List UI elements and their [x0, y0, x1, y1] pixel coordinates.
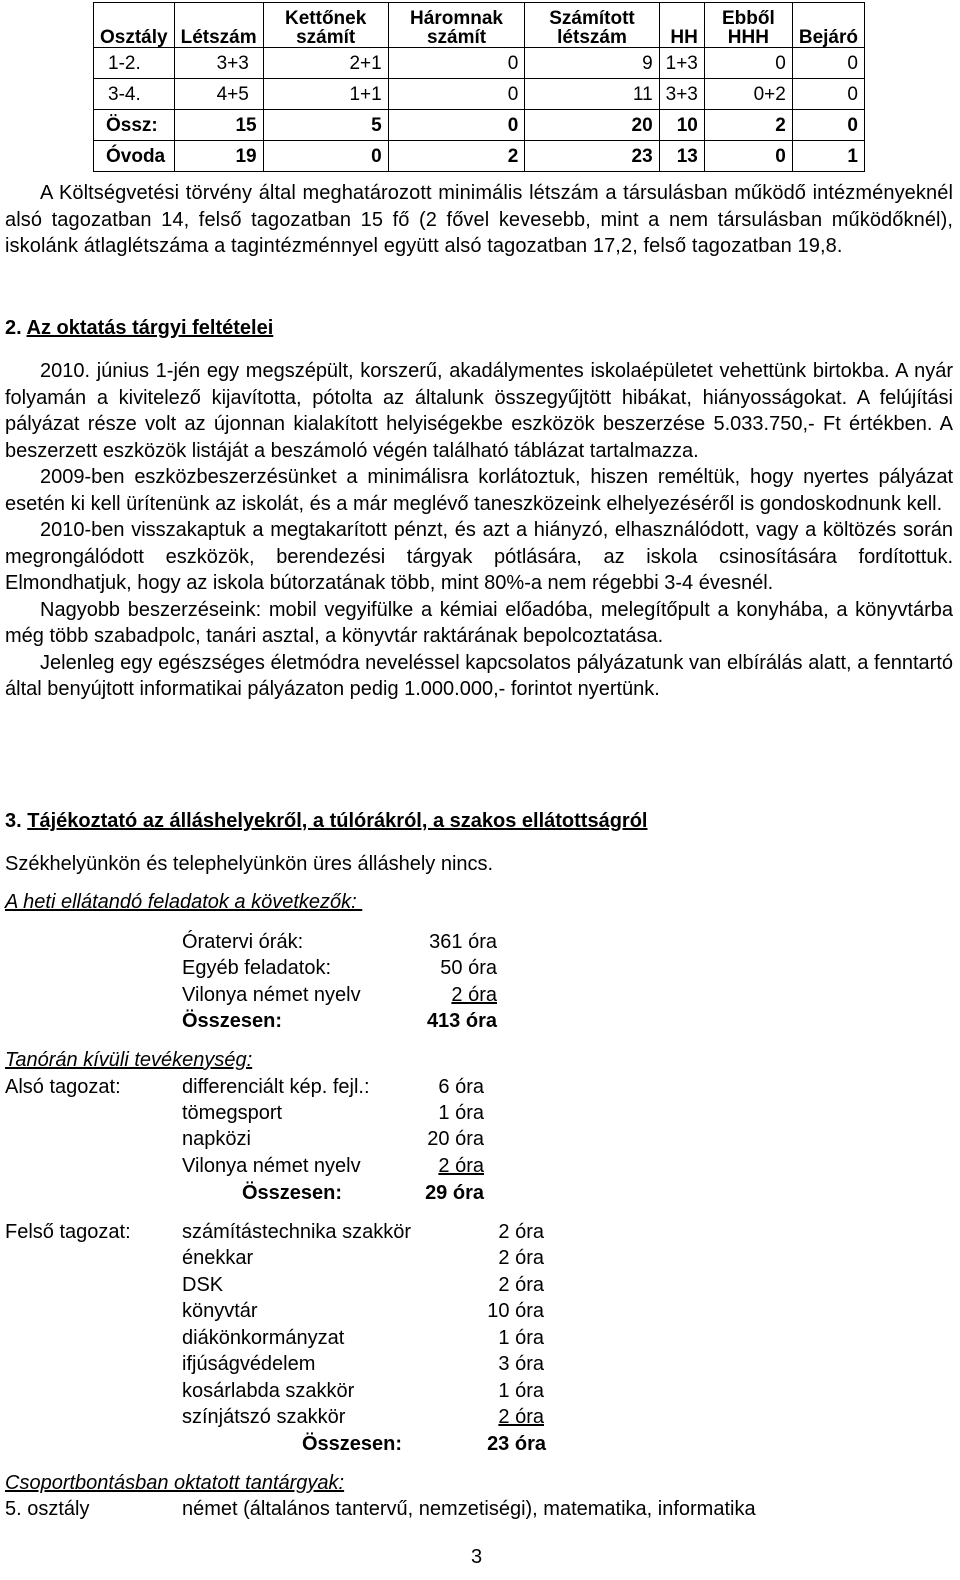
- col-header-hh: HH: [659, 3, 704, 48]
- table-cell: 0: [388, 110, 525, 141]
- section-3-heading: [5, 808, 647, 834]
- list-item: [0, 1404, 560, 1430]
- group-teaching-heading: Csoportbontásban oktatott tantárgyak:: [5, 1472, 345, 1494]
- table-cell: 10: [659, 110, 704, 141]
- col-header-osztaly: Osztály: [94, 3, 175, 48]
- table-cell: 13: [659, 141, 704, 172]
- list-item-total: [0, 1431, 560, 1457]
- section-2-heading: [5, 315, 273, 341]
- list-item-total: [0, 1180, 520, 1206]
- col-header-letszam: Létszám: [174, 3, 263, 48]
- list-item: [0, 1219, 560, 1245]
- list-item: [0, 1378, 560, 1404]
- table-cell: 2: [704, 110, 792, 141]
- table-cell: 0: [792, 110, 864, 141]
- table-cell: 3+3: [659, 79, 704, 110]
- enrollment-table: [93, 2, 865, 172]
- list-item: [0, 1100, 520, 1126]
- item-value: 23 óra: [487, 1433, 546, 1455]
- item-value: 3 óra: [498, 1353, 544, 1375]
- list-item: [0, 955, 520, 981]
- table-row: [94, 79, 865, 110]
- item-label: Vilonya német nyelv: [182, 1155, 361, 1177]
- table-cell: 4+5: [174, 79, 263, 110]
- paragraph: 2010. június 1-jén egy megszépült, korszerű, akadálymentes iskolaépületet vehettünk birtokba. A nyár folyamán a kivitelező kijavította, pótolta az általunk összegyűjtött hibákat, hiányosságokat. A felújítási pályázat része volt az újonnan kialakított helyiségekbe eszközök beszerzése 5.033.750,- Ft értékben. A beszerzett eszközök listáját a beszámoló végén található táblázat tartalmazza.: [5, 360, 953, 462]
- list-item: [0, 1245, 560, 1271]
- page-number: 3: [471, 1546, 483, 1568]
- item-value: 6 óra: [438, 1076, 484, 1098]
- list-item: [0, 1351, 560, 1377]
- list-item: [0, 1153, 520, 1179]
- paragraph: 2009-ben eszközbeszerzésünket a minimálisra korlátoztuk, hiszen reméltük, hogy nyertes pályázat esetén ki kell ürítenünk az iskolát, és a már meglévő taneszközeink elhelyezéséről is gondoskodnunk kell.: [5, 466, 953, 515]
- table-cell: 0: [792, 79, 864, 110]
- table-cell: Össz:: [94, 110, 175, 141]
- list-item: [0, 1325, 560, 1351]
- table-cell: 1+1: [263, 79, 388, 110]
- table-cell: 9: [525, 48, 659, 79]
- table-cell: 1: [792, 141, 864, 172]
- list-item-total: [0, 1008, 520, 1034]
- lower-grade-label: Alsó tagozat:: [5, 1076, 121, 1098]
- weekly-heading: A heti ellátandó feladatok a következők:: [5, 891, 363, 913]
- table-cell: Óvoda: [94, 141, 175, 172]
- table-cell: 11: [525, 79, 659, 110]
- list-item: [0, 1272, 560, 1298]
- table-cell: 1-2.: [94, 48, 175, 79]
- table-header-row: [94, 3, 865, 48]
- item-value: 2 óra: [498, 1221, 544, 1243]
- item-label: Összesen:: [242, 1182, 343, 1204]
- table-cell: 19: [174, 141, 263, 172]
- item-value: 20 óra: [427, 1128, 484, 1150]
- item-label: énekkar: [182, 1247, 254, 1269]
- table-cell: 3-4.: [94, 79, 175, 110]
- item-label: Összesen:: [302, 1433, 403, 1455]
- group-class-label: 5. osztály: [5, 1498, 90, 1520]
- item-label: kosárlabda szakkör: [182, 1380, 355, 1402]
- table-cell: 1+3: [659, 48, 704, 79]
- section-3-title: Tájékoztató az álláshelyekről, a túlórákról, a szakos ellátottságról: [27, 810, 648, 832]
- item-label: Egyéb feladatok:: [182, 957, 331, 979]
- section-2-title: Az oktatás tárgyi feltételei: [26, 317, 274, 339]
- table-cell: 0: [263, 141, 388, 172]
- item-value: 29 óra: [425, 1182, 484, 1204]
- table-cell: 2: [388, 141, 525, 172]
- list-item: [0, 929, 520, 955]
- col-header-haromnak: Háromnak számít: [388, 3, 525, 48]
- item-value: 413 óra: [426, 1010, 497, 1032]
- item-label: Vilonya német nyelv: [182, 984, 361, 1006]
- table-cell: 2+1: [263, 48, 388, 79]
- list-item: [0, 982, 520, 1008]
- table-cell: 5: [263, 110, 388, 141]
- item-value: 361 óra: [429, 931, 497, 953]
- upper-grade-label: Felső tagozat:: [5, 1221, 131, 1243]
- item-value: 1 óra: [498, 1327, 544, 1349]
- item-value: 1 óra: [438, 1102, 484, 1124]
- table-cell: 0: [388, 79, 525, 110]
- list-item: [0, 1126, 520, 1152]
- item-value: 2 óra: [498, 1274, 544, 1296]
- list-item: [0, 1074, 520, 1100]
- table-row-kindergarten: [94, 141, 865, 172]
- paragraph: 2010-ben visszakaptuk a megtakarított pénzt, és azt a hiányzó, elhasználódott, vagy a költözés során megrongálódott eszközök, berendezési tárgyak pótlására, az iskola csinosítására fordítottuk. Elmondhatjuk, hogy az iskola bútorzatának több, mint 80%-a nem régebbi 3-4 évesnél.: [5, 519, 953, 594]
- item-value: 2 óra: [451, 984, 497, 1006]
- item-value: 1 óra: [498, 1380, 544, 1402]
- item-label: Összesen:: [182, 1010, 283, 1032]
- table-cell: 0: [704, 48, 792, 79]
- item-label: színjátszó szakkör: [182, 1406, 346, 1428]
- table-cell: 0: [388, 48, 525, 79]
- list-item: [0, 1298, 560, 1324]
- table-cell: 0: [792, 48, 864, 79]
- item-value: 2 óra: [438, 1155, 484, 1177]
- intro-paragraph: A Költségvetési törvény által meghatározott minimális létszám a társulásban működő intézményeknél alsó tagozatban 14, felső tagozatban 15 fő (2 fővel kevesebb, mint a nem társulásban működőknél), iskolánk átlaglétszáma a tagintézménnyel együtt alsó tagozatban 17,2, felső tagozatban 19,8.: [5, 182, 953, 257]
- col-header-kettonek: Kettőnek számít: [263, 3, 388, 48]
- paragraph: Nagyobb beszerzéseink: mobil vegyifülke a kémiai előadóba, melegítőpult a konyhába, a könyvtárba még több szabadpolc, tanári asztal, a könyvtár raktárának bepolcoztatása.: [5, 598, 953, 647]
- group-subjects: német (általános tantervű, nemzetiségi), matematika, informatika: [182, 1498, 756, 1520]
- item-label: differenciált kép. fejl.:: [182, 1076, 370, 1098]
- item-label: diákönkormányzat: [182, 1327, 345, 1349]
- table-cell: 23: [525, 141, 659, 172]
- section-2-number: 2.: [5, 317, 22, 339]
- item-label: napközi: [182, 1128, 251, 1150]
- extra-activities-heading: Tanórán kívüli tevékenység:: [5, 1049, 253, 1071]
- item-label: könyvtár: [182, 1300, 258, 1322]
- table-row: [94, 48, 865, 79]
- item-value: 10 óra: [487, 1300, 544, 1322]
- table-cell: 0: [704, 141, 792, 172]
- table-cell: 3+3: [174, 48, 263, 79]
- vacancy-text: Székhelyünkön és telephelyünkön üres álláshely nincs.: [5, 853, 494, 875]
- col-header-bejaro: Bejáró: [792, 3, 864, 48]
- item-label: Óratervi órák:: [182, 931, 304, 953]
- item-value: 2 óra: [498, 1247, 544, 1269]
- item-label: tömegsport: [182, 1102, 283, 1124]
- table-cell: 20: [525, 110, 659, 141]
- col-header-szamitott: Számított létszám: [525, 3, 659, 48]
- item-label: DSK: [182, 1274, 224, 1296]
- table-row-total: [94, 110, 865, 141]
- paragraph: Jelenleg egy egészséges életmódra neveléssel kapcsolatos pályázatunk van elbírálás alatt, a fenntartó által benyújtott informatikai pályázaton pedig 1.000.000,- forintot nyertünk.: [5, 651, 953, 700]
- item-value: 2 óra: [498, 1406, 544, 1428]
- col-header-ebbol-hhh: Ebből HHH: [704, 3, 792, 48]
- table-cell: 0+2: [704, 79, 792, 110]
- item-value: 50 óra: [440, 957, 497, 979]
- item-label: számítástechnika szakkör: [182, 1221, 411, 1243]
- item-label: ifjúságvédelem: [182, 1353, 316, 1375]
- table-cell: 15: [174, 110, 263, 141]
- section-2-body: [5, 358, 953, 703]
- section-3-number: 3.: [5, 810, 22, 832]
